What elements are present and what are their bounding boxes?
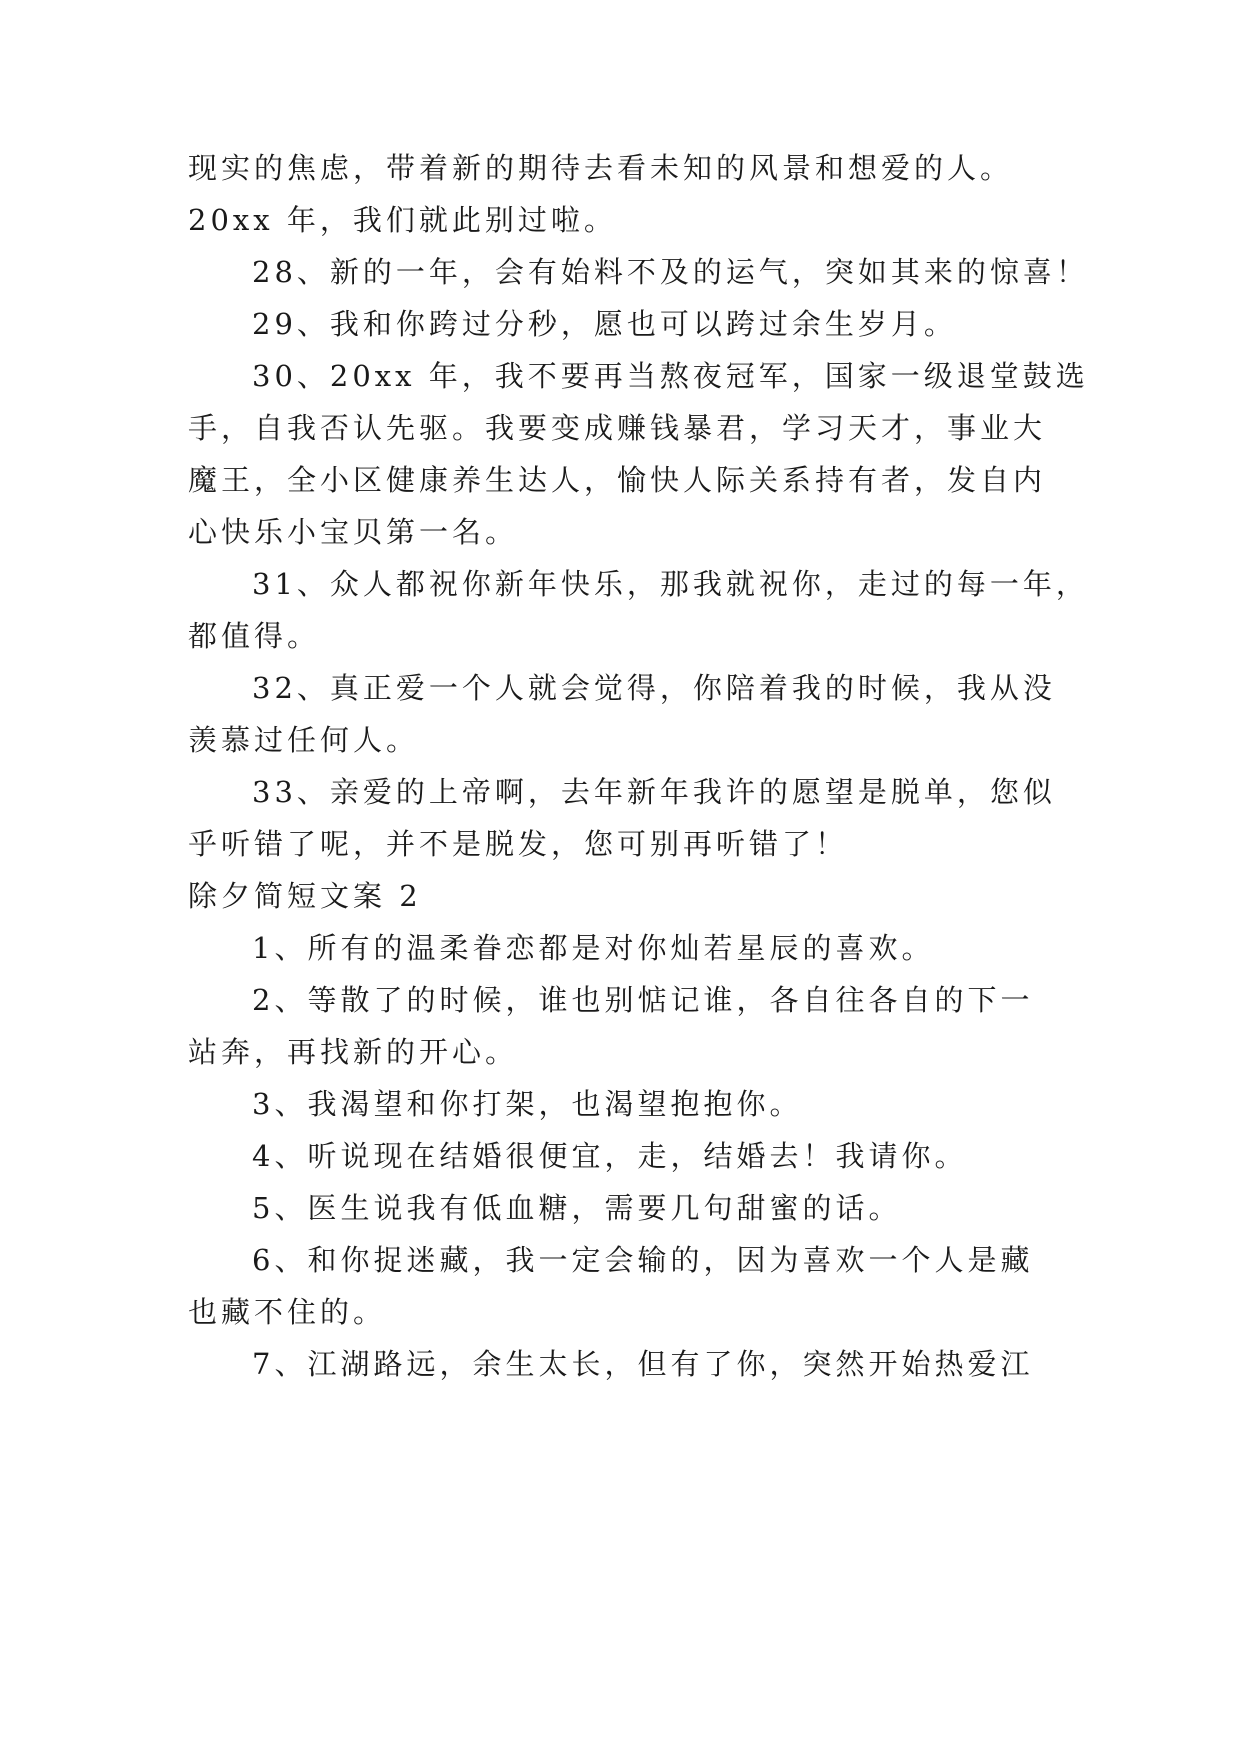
text-line: 7、江湖路远，余生太长，但有了你，突然开始热爱江 <box>252 1347 1034 1381</box>
text-line: 3、我渴望和你打架，也渴望抱抱你。 <box>252 1087 803 1121</box>
text-line: 32、真正爱一个人就会觉得，你陪着我的时候，我从没 <box>252 671 1056 705</box>
text-line: 站奔，再找新的开心。 <box>188 1035 519 1069</box>
text-line: 28、新的一年，会有始料不及的运气，突如其来的惊喜！ <box>252 255 1089 289</box>
text-line: 手，自我否认先驱。我要变成赚钱暴君，学习天才，事业大 <box>188 411 1047 445</box>
text-line: 乎听错了呢，并不是脱发，您可别再听错了！ <box>188 827 849 861</box>
text-line: 6、和你捉迷藏，我一定会输的，因为喜欢一个人是藏 <box>252 1243 1034 1277</box>
text-line: 5、医生说我有低血糖，需要几句甜蜜的话。 <box>252 1191 902 1225</box>
text-line: 20xx 年，我们就此别过啦。 <box>188 203 617 237</box>
text-line: 心快乐小宝贝第一名。 <box>188 515 519 549</box>
text-line: 29、我和你跨过分秒，愿也可以跨过余生岁月。 <box>252 307 957 341</box>
text-line: 都值得。 <box>188 619 321 653</box>
text-line: 31、众人都祝你新年快乐，那我就祝你，走过的每一年， <box>252 567 1089 601</box>
section-heading: 除夕简短文案 2 <box>188 879 422 913</box>
text-line: 4、听说现在结婚很便宜，走，结婚去！我请你。 <box>252 1139 968 1173</box>
text-line: 30、20xx 年，我不要再当熬夜冠军，国家一级退堂鼓选 <box>252 359 1089 393</box>
text-line: 现实的焦虑，带着新的期待去看未知的风景和想爱的人。 <box>188 151 1014 185</box>
text-line: 1、所有的温柔眷恋都是对你灿若星辰的喜欢。 <box>252 931 935 965</box>
text-line: 2、等散了的时候，谁也别惦记谁，各自往各自的下一 <box>252 983 1034 1017</box>
text-line: 也藏不住的。 <box>188 1295 387 1329</box>
text-line: 魔王，全小区健康养生达人，愉快人际关系持有者，发自内 <box>188 463 1047 497</box>
text-line: 羡慕过任何人。 <box>188 723 420 757</box>
text-line: 33、亲爱的上帝啊，去年新年我许的愿望是脱单，您似 <box>252 775 1056 809</box>
